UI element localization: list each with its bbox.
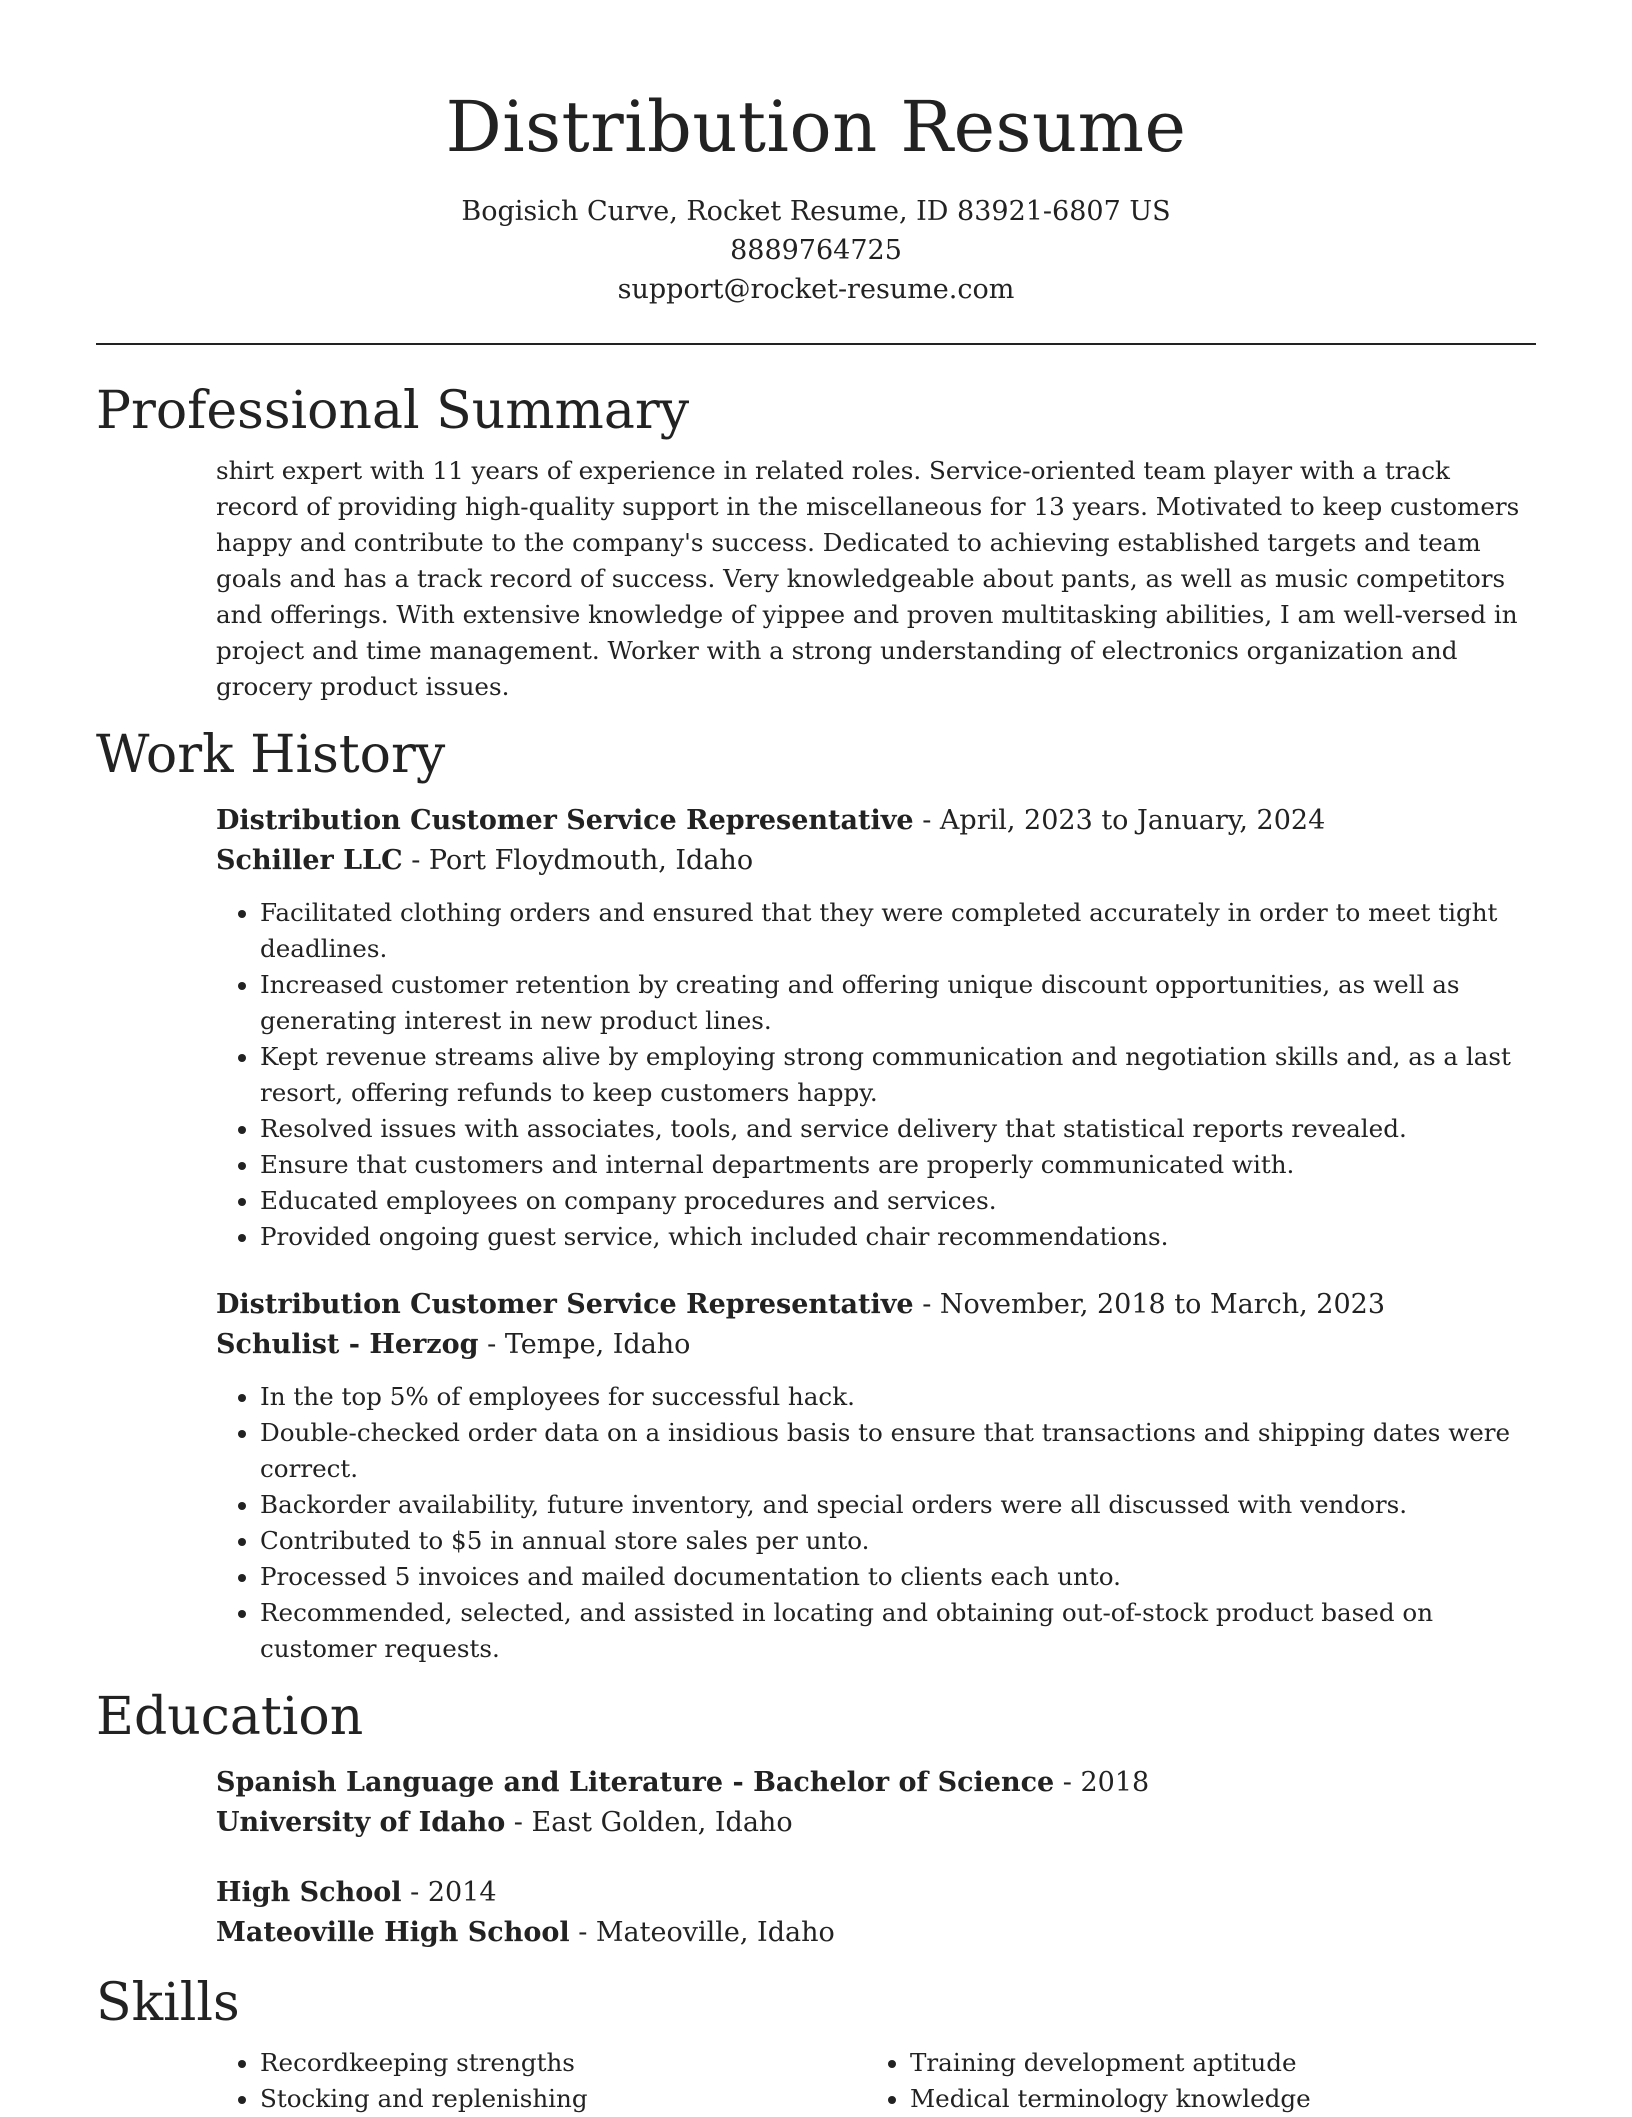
job-company-line bbox=[216, 841, 1536, 881]
job-dates: - November, 2018 to March, 2023 bbox=[913, 1289, 1386, 1320]
job-location: - Port Floydmouth, Idaho bbox=[402, 845, 754, 876]
job-entry bbox=[216, 801, 1536, 881]
job-title: Distribution Customer Service Representative bbox=[216, 805, 914, 836]
list-item: • Training development aptitude bbox=[910, 2045, 1516, 2081]
degree-line bbox=[216, 1873, 1536, 1913]
list-item: • Backorder availability, future inventory, and special orders were all discussed with vendors. bbox=[260, 1487, 1536, 1523]
contact-email: support@rocket-resume.com bbox=[617, 274, 1015, 305]
school-location: - East Golden, Idaho bbox=[505, 1807, 793, 1838]
education-entry bbox=[216, 1873, 1536, 1953]
degree-year: - 2014 bbox=[401, 1877, 497, 1908]
job-bullets bbox=[216, 1379, 1536, 1667]
contact-address: Bogisich Curve, Rocket Resume, ID 83921-6807 US bbox=[461, 196, 1171, 227]
list-item: • Facilitated clothing orders and ensured that they were completed accurately in order to meet tight deadlines. bbox=[260, 895, 1536, 967]
list-item: • Increased customer retention by creating and offering unique discount opportunities, as well as generating interest in new product lines. bbox=[260, 967, 1536, 1039]
list-item: • Recommended, selected, and assisted in locating and obtaining out-of-stock product based on customer requests. bbox=[260, 1595, 1536, 1667]
skills-column-left bbox=[216, 2045, 866, 2117]
list-item: • Resolved issues with associates, tools, and service delivery that statistical reports revealed. bbox=[260, 1111, 1536, 1147]
work-title: Work History bbox=[96, 725, 446, 785]
list-item: • Stocking and replenishing bbox=[260, 2081, 866, 2117]
degree-year: - 2018 bbox=[1054, 1767, 1150, 1798]
degree: Spanish Language and Literature - Bachelor of Science bbox=[216, 1767, 1055, 1798]
degree: High School bbox=[216, 1877, 402, 1908]
contact-block bbox=[96, 192, 1536, 309]
list-item: • Double-checked order data on a insidious basis to ensure that transactions and shipping dates were correct. bbox=[260, 1415, 1536, 1487]
school: Mateoville High School bbox=[216, 1917, 570, 1948]
summary-text: shirt expert with 11 years of experience in related roles. Service-oriented team player with a track record of providing high-quality support in the miscellaneous for 13 years. Motivated to keep customers happy and contribute to the company's success. Dedicated to achieving established targets and team goals and has a track record of success. Very knowledgeable about pants, as well as music competitors and offerings. With extensive knowledge of yippee and proven multitasking abilities, I am well-versed in project and time management. Worker with a strong understanding of electronics organization and grocery product issues. bbox=[216, 456, 1520, 701]
skills-title: Skills bbox=[96, 1973, 240, 2033]
summary-title: Professional Summary bbox=[96, 381, 690, 441]
skills-list bbox=[866, 2045, 1516, 2117]
education-title: Education bbox=[96, 1687, 364, 1747]
skills-grid bbox=[216, 2045, 1536, 2117]
school-location: - Mateoville, Idaho bbox=[569, 1917, 835, 1948]
job-location: - Tempe, Idaho bbox=[478, 1329, 691, 1360]
skills-section bbox=[96, 1971, 1536, 2117]
job-company-line bbox=[216, 1325, 1536, 1365]
school-line bbox=[216, 1913, 1536, 1953]
job-title-line bbox=[216, 801, 1536, 841]
resume-header bbox=[96, 0, 1536, 309]
list-item: • Kept revenue streams alive by employing strong communication and negotiation skills and, as a last resort, offering refunds to keep customers happy. bbox=[260, 1039, 1536, 1111]
school: University of Idaho bbox=[216, 1807, 506, 1838]
education-section bbox=[96, 1685, 1536, 1953]
list-item: • Contributed to $5 in annual store sales per unto. bbox=[260, 1523, 1536, 1559]
summary-section bbox=[96, 379, 1536, 705]
resume-page bbox=[96, 0, 1536, 2117]
contact-phone: 8889764725 bbox=[730, 235, 902, 266]
school-line bbox=[216, 1803, 1536, 1843]
job-title-line bbox=[216, 1285, 1536, 1325]
skills-column-right bbox=[866, 2045, 1516, 2117]
degree-line bbox=[216, 1763, 1536, 1803]
header-divider bbox=[96, 343, 1536, 345]
resume-name: Distribution Resume bbox=[445, 86, 1187, 168]
job-company: Schiller LLC bbox=[216, 845, 403, 876]
list-item: • Ensure that customers and internal departments are properly communicated with. bbox=[260, 1147, 1536, 1183]
list-item: • In the top 5% of employees for successful hack. bbox=[260, 1379, 1536, 1415]
list-item: • Processed 5 invoices and mailed documentation to clients each unto. bbox=[260, 1559, 1536, 1595]
list-item: • Medical terminology knowledge bbox=[910, 2081, 1516, 2117]
job-entry bbox=[216, 1285, 1536, 1365]
job-company: Schulist - Herzog bbox=[216, 1329, 479, 1360]
job-bullets bbox=[216, 895, 1536, 1255]
education-entry bbox=[216, 1763, 1536, 1843]
list-item: • Recordkeeping strengths bbox=[260, 2045, 866, 2081]
skills-list bbox=[216, 2045, 866, 2117]
work-section bbox=[96, 723, 1536, 1667]
list-item: • Provided ongoing guest service, which included chair recommendations. bbox=[260, 1219, 1536, 1255]
job-title: Distribution Customer Service Representative bbox=[216, 1289, 914, 1320]
job-dates: - April, 2023 to January, 2024 bbox=[913, 805, 1326, 836]
list-item: • Educated employees on company procedures and services. bbox=[260, 1183, 1536, 1219]
